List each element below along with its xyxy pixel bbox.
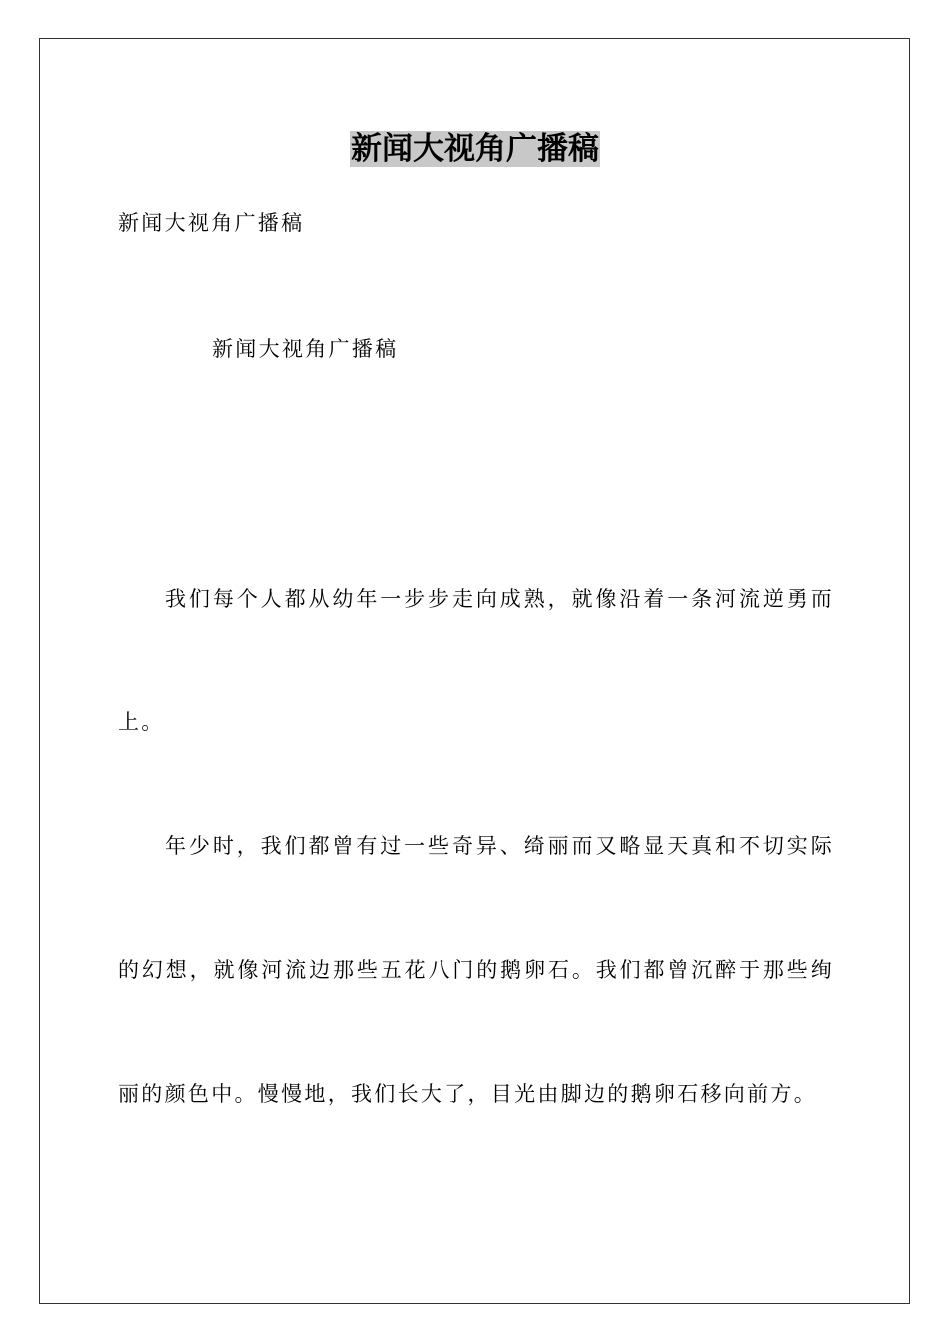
paragraph-1-line-2: 上。 (118, 710, 165, 734)
subtitle-line-2: 新闻大视角广播稿 (212, 337, 399, 361)
paragraph-1-line-1: 我们每个人都从幼年一步步走向成熟，就像沿着一条河流逆勇而 (165, 587, 834, 611)
document-title-text: 新闻大视角广播稿 (351, 131, 599, 167)
paragraph-2-line-1: 年少时，我们都曾有过一些奇异、绮丽而又略显天真和不切实际 (165, 834, 834, 858)
document-title (0, 128, 950, 170)
subtitle-line-1: 新闻大视角广播稿 (118, 211, 305, 235)
paragraph-2-line-2: 的幻想，就像河流边那些五花八门的鹅卵石。我们都曾沉醉于那些绚 (118, 958, 834, 982)
paragraph-2-line-3: 丽的颜色中。慢慢地，我们长大了，目光由脚边的鹅卵石移向前方。 (118, 1082, 817, 1106)
